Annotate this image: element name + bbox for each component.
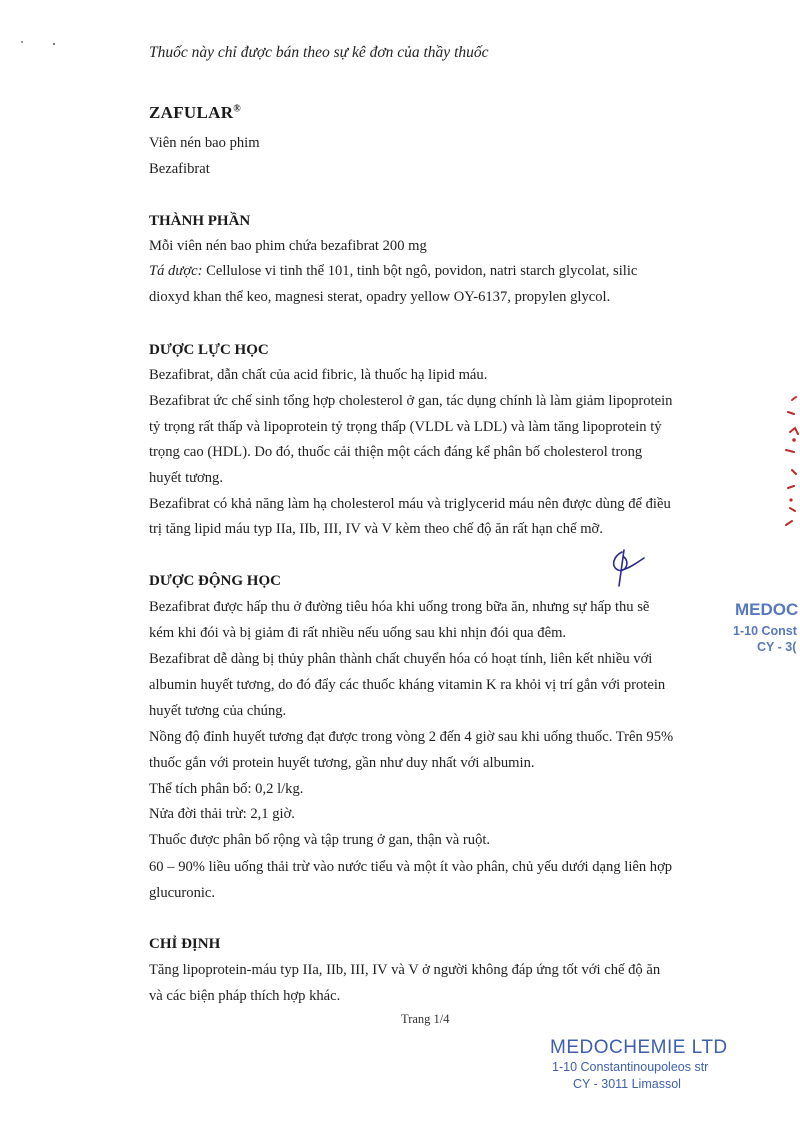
excipients-label: Tá dược: [149,263,203,279]
pharmacokinetics-line: albumin huyết tương, do đó đẩy các thuốc kháng vitamin K ra khỏi vị trí gắn với protein [149,677,666,693]
prescription-notice: Thuốc này chỉ được bán theo sự kê đơn của thầy thuốc [149,44,489,61]
side-stamp-address: 1-10 Const [733,624,797,638]
side-stamp-city: CY - 3( [757,640,797,654]
pharmacodynamics-line: Bezafibrat ức chế sinh tổng hợp cholesterol ở gan, tác dụng chính là làm giảm lipoprotein [149,393,673,409]
seal-fragment-graphic [770,390,800,550]
pharmacokinetics-line: Thể tích phân bố: 0,2 l/kg. [149,781,304,797]
pharmacokinetics-line: Thuốc được phân bố rộng và tập trung ở gan, thận và ruột. [149,832,491,848]
pharmacodynamics-line: tỷ trọng rất thấp và lipoprotein tỷ trọng thấp (VLDL và LDL) và làm tăng lipoprotein tỷ [149,419,662,435]
indications-heading: CHỈ ĐỊNH [149,936,221,952]
composition-line: Mỗi viên nén bao phim chứa bezafibrat 200 mg [149,238,427,254]
pharmacodynamics-line: trọng cao (HDL). Do đó, thuốc cải thiện một cách đáng kể phân bố cholesterol trong [149,444,643,460]
side-stamp-name: MEDOC [735,600,799,619]
product-name-text: ZAFULAR [149,103,234,122]
handwritten-initial [600,548,650,595]
pharmacodynamics-line: Bezafibrat có khả năng làm hạ cholesterol máu và triglycerid máu nên được dùng để điều [149,496,671,512]
scan-specks [18,36,68,61]
product-form: Viên nén bao phim [149,135,260,151]
pharmacokinetics-line: 60 – 90% liều uống thải trừ vào nước tiểu và một ít vào phân, chủ yếu dưới dạng liên hợp [149,859,673,875]
pharmacokinetics-heading: DƯỢC ĐỘNG HỌC [149,573,281,589]
pharmacodynamics-line: Bezafibrat, dẫn chất của acid fibric, là thuốc hạ lipid máu. [149,367,488,383]
scan-specks-graphic [18,36,68,56]
pharmacokinetics-line: glucuronic. [149,885,216,901]
seal-fragment-icon [770,390,800,555]
product-name [149,103,241,123]
pharmacokinetics-line: Bezafibrat dễ dàng bị thủy phân thành chất chuyển hóa có hoạt tính, liên kết nhiều với [149,651,653,667]
product-ingredient: Bezafibrat [149,161,210,177]
pharmacodynamics-line: trị tăng lipid máu typ IIa, IIb, III, IV và V kèm theo chế độ ăn rất hạn chế mỡ. [149,521,603,537]
pharmacokinetics-line: thuốc gắn với protein huyết tương, gần như duy nhất với albumin. [149,755,535,771]
excipients-text: Cellulose vi tinh thể 101, tinh bột ngô, povidon, natri starch glycolat, silic [202,263,638,279]
pharmacodynamics-heading: DƯỢC LỰC HỌC [149,342,269,358]
composition-line: dioxyd khan thể keo, magnesi sterat, opadry yellow OY-6137, propylen glycol. [149,289,611,305]
composition-heading: THÀNH PHẦN [149,213,251,229]
pharmacokinetics-line: kém khi đói và bị giảm đi rất nhiều nếu uống sau khi nhịn đói qua đêm. [149,625,567,641]
pharmacokinetics-line: Nửa đời thải trừ: 2,1 giờ. [149,806,295,822]
indications-line: Tăng lipoprotein-máu typ IIa, IIb, III, IV và V ở người không đáp ứng tốt với chế độ ăn [149,962,661,978]
trademark-symbol: ® [233,103,242,115]
pharmacodynamics-line: huyết tương. [149,470,223,486]
company-stamp-name: MEDOCHEMIE LTD [550,1037,728,1058]
indications-line: và các biện pháp thích hợp khác. [149,988,341,1004]
company-stamp-city: CY - 3011 Limassol [573,1077,681,1091]
composition-excipients [149,263,637,280]
pharmacokinetics-line: Bezafibrat được hấp thu ở đường tiêu hóa khi uống trong bữa ăn, nhưng sự hấp thu sẽ [149,599,650,615]
page-number: Trang 1/4 [401,1012,450,1026]
pharmacokinetics-line: huyết tương của chúng. [149,703,287,719]
company-stamp-address: 1-10 Constantinoupoleos str [552,1060,709,1074]
pharmacokinetics-line: Nồng độ đỉnh huyết tương đạt được trong vòng 2 đến 4 giờ sau khi uống thuốc. Trên 95% [149,729,674,745]
handwritten-initial-graphic [600,548,650,590]
